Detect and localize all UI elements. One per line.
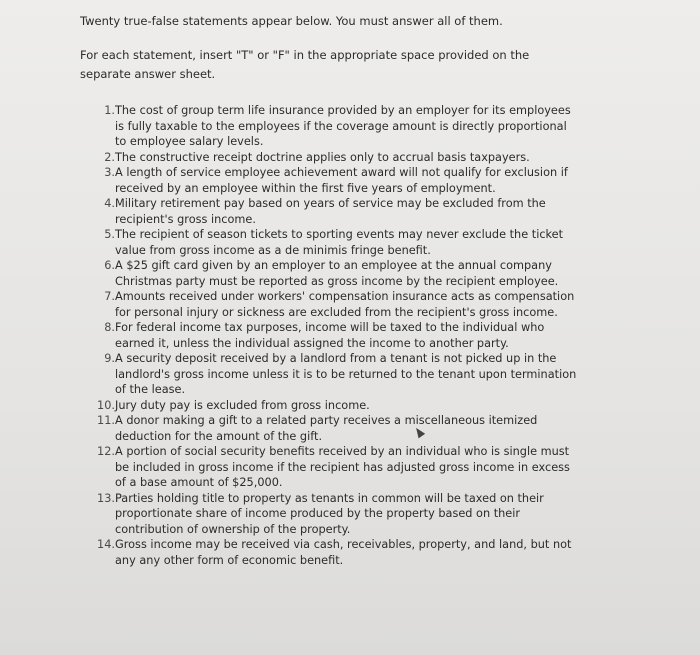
statement-item	[80, 413, 580, 444]
statement-item	[80, 227, 580, 258]
statement-number: 6.	[104, 259, 115, 272]
statement-number: 14.	[97, 538, 115, 551]
statement-text: The constructive receipt doctrine applies only to accrual basis taxpayers.	[115, 150, 530, 164]
statement-text: For federal income tax purposes, income will be taxed to the individual who earned it, unless the individual assigned the income to another party.	[115, 321, 545, 350]
statement-text: Parties holding title to property as tenants in common will be taxed on their proportionate share of income produced by the property based on their contribution of ownership of the property.	[115, 491, 544, 536]
statement-text: Amounts received under workers' compensation insurance acts as compensation for personal injury or sickness are excluded from the recipient's gross income.	[115, 290, 575, 319]
statement-number: 5.	[104, 228, 115, 241]
statement-number: 3.	[104, 166, 115, 179]
statement-number: 10.	[97, 398, 115, 412]
statement-list	[80, 103, 580, 568]
statement-text: Gross income may be received via cash, receivables, property, and land, but not any any other form of economic benefit.	[115, 538, 572, 567]
statement-number: 7.	[104, 290, 115, 303]
statement-text: A security deposit received by a landlord from a tenant is not picked up in the landlord's gross income unless it is to be returned to the tenant upon termination of the lease.	[115, 352, 577, 396]
statement-item	[80, 258, 580, 289]
statement-item	[80, 320, 580, 351]
statement-item	[80, 351, 580, 398]
statement-item	[80, 398, 580, 414]
statement-number: 9.	[104, 352, 115, 365]
statement-item	[80, 444, 580, 491]
statement-text: The cost of group term life insurance provided by an employer for its employees is fully taxable to the employees if the coverage amount is directly proportional to employee salary levels.	[115, 104, 571, 148]
statement-text: A donor making a gift to a related party receives a miscellaneous itemized deduction for the amount of the gift.	[115, 414, 538, 443]
statement-number: 8.	[104, 321, 115, 334]
intro-text: Twenty true-false statements appear below. You must answer all of them.	[80, 14, 503, 28]
statement-text: Military retirement pay based on years of service may be excluded from the recipient's gross income.	[115, 197, 546, 226]
statement-text: The recipient of season tickets to sporting events may never exclude the ticket value from gross income as a de minimis fringe benefit.	[115, 228, 564, 257]
statement-item	[80, 150, 580, 166]
statement-number: 11.	[97, 414, 115, 427]
statement-number: 4.	[104, 197, 115, 210]
statement-item	[80, 537, 580, 568]
statement-number: 2.	[104, 150, 115, 164]
instructions-text: For each statement, insert "T" or "F" in the appropriate space provided on the separate answer sheet.	[80, 48, 530, 81]
statement-text: A length of service employee achievement award will not qualify for exclusion if received by an employee within the first five years of employment.	[115, 166, 568, 195]
statement-text: Jury duty pay is excluded from gross income.	[115, 398, 370, 412]
statement-text: A $25 gift card given by an employer to an employee at the annual company Christmas party must be reported as gross income by the recipient employee.	[115, 259, 559, 288]
statement-item	[80, 289, 580, 320]
statement-number: 12.	[97, 445, 115, 458]
statement-number: 13.	[97, 491, 115, 505]
statement-item	[80, 196, 580, 227]
statement-text: A portion of social security benefits received by an individual who is single must be included in gross income if the recipient has adjusted gross income in excess of a base amount of $25,000.	[115, 445, 570, 489]
statement-item	[80, 165, 580, 196]
statement-item	[80, 103, 580, 150]
statement-number: 1.	[104, 104, 115, 117]
statement-item	[80, 491, 580, 538]
